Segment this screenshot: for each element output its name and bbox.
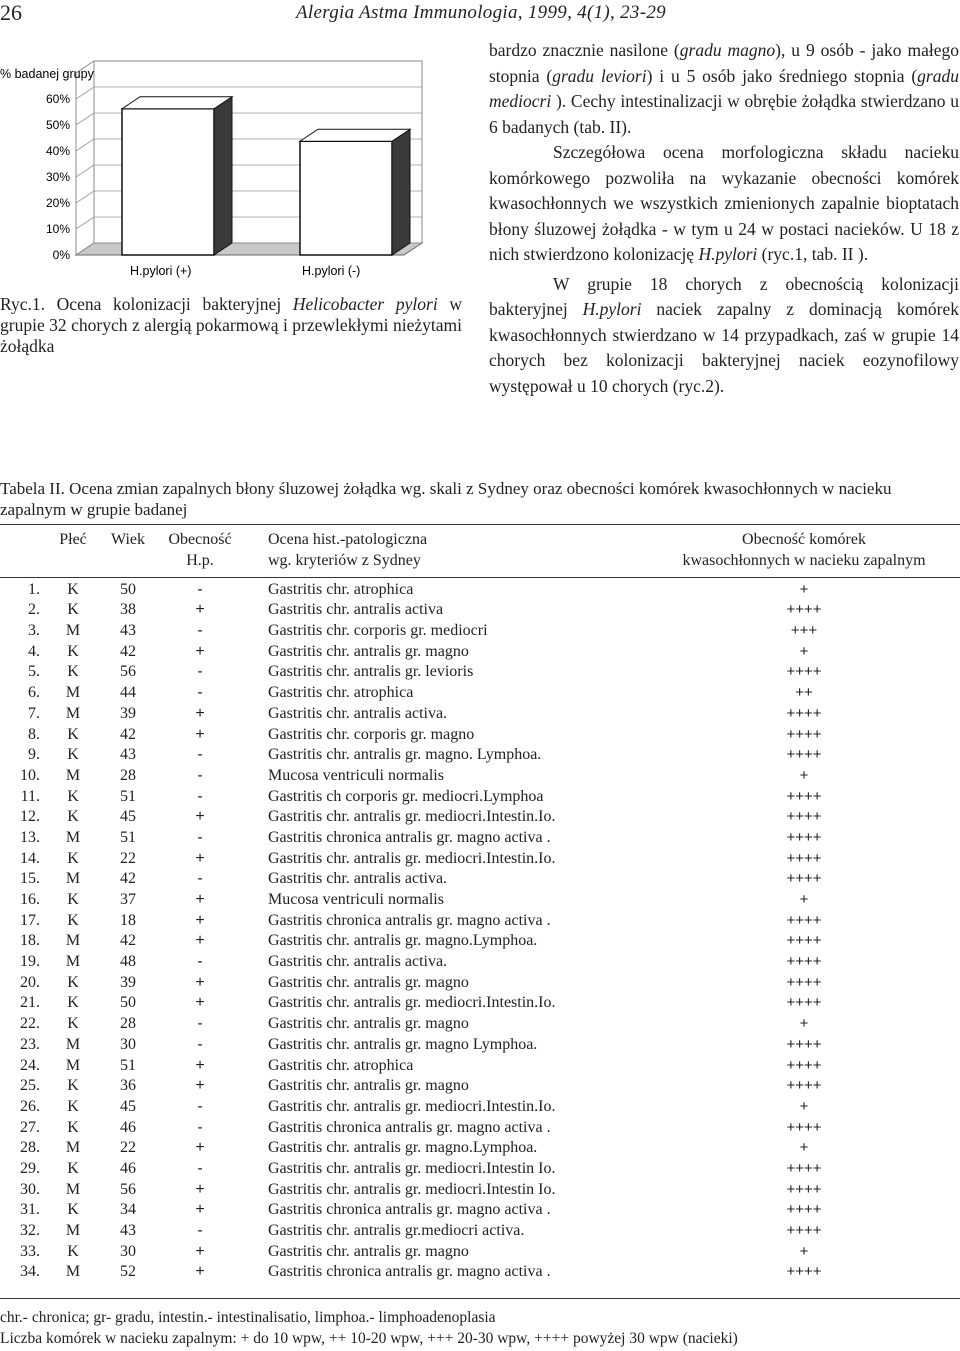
row-age: 42 bbox=[120, 870, 136, 888]
row-number: 12. bbox=[20, 808, 40, 826]
table-row bbox=[0, 571, 960, 600]
chart-category-label: H.pylori (-) bbox=[302, 264, 361, 278]
row-histology: Gastritis chr. antralis gr. mediocri.Intestin Io. bbox=[268, 1159, 556, 1177]
chart-bar-top bbox=[300, 129, 410, 141]
row-eosinophils: ++++ bbox=[786, 1263, 822, 1281]
row-eosinophils: ++++ bbox=[786, 1056, 822, 1074]
row-eosinophils: ++++ bbox=[786, 911, 822, 929]
row-eosinophils: ++++ bbox=[786, 849, 822, 867]
row-eosinophils: + bbox=[799, 1097, 809, 1115]
body-text-column bbox=[489, 38, 959, 399]
chart-y-tick-label: 60% bbox=[45, 92, 70, 106]
row-histology: Gastritis chr. antralis gr. mediocri.Intestin.Io. bbox=[268, 1097, 556, 1115]
row-hp: + bbox=[195, 642, 205, 660]
row-number: 34. bbox=[20, 1263, 40, 1281]
table-row bbox=[0, 952, 960, 973]
row-hp: - bbox=[197, 953, 203, 971]
row-histology: Gastritis chr. antralis gr. magno bbox=[268, 642, 469, 660]
row-hp: - bbox=[197, 746, 203, 764]
row-age: 39 bbox=[120, 704, 136, 722]
caption-species: Helicobacter pylori bbox=[292, 294, 438, 314]
row-hp: - bbox=[197, 787, 203, 805]
table-row bbox=[0, 1035, 960, 1056]
row-number: 26. bbox=[20, 1097, 40, 1115]
row-eosinophils: ++++ bbox=[786, 1159, 822, 1177]
chart-category-label: H.pylori (+) bbox=[130, 264, 192, 278]
row-number: 16. bbox=[20, 891, 40, 909]
row-hp: - bbox=[197, 766, 203, 784]
row-hp: + bbox=[195, 994, 205, 1012]
row-histology: Gastritis chr. antralis gr. magno. Lymphoa. bbox=[268, 746, 542, 764]
header-sex: Płeć bbox=[59, 531, 87, 549]
row-eosinophils: ++++ bbox=[786, 994, 822, 1012]
row-eosinophils: ++++ bbox=[786, 953, 822, 971]
row-age: 51 bbox=[120, 787, 136, 805]
figure-1-chart bbox=[0, 58, 460, 288]
row-number: 30. bbox=[20, 1180, 40, 1198]
row-hp: + bbox=[195, 1077, 205, 1095]
row-number: 19. bbox=[20, 953, 40, 971]
row-age: 45 bbox=[120, 1097, 136, 1115]
row-eosinophils: ++++ bbox=[786, 746, 822, 764]
row-age: 50 bbox=[120, 994, 136, 1012]
table-footnote-legend: Liczba komórek w nacieku zapalnym: + do 10 wpw, ++ 10-20 wpw, +++ 20-30 wpw, ++++ powyżej 30 wpw (nacieki) bbox=[0, 1330, 738, 1347]
row-histology: Gastritis chronica antralis gr. magno activa . bbox=[268, 1263, 551, 1281]
row-sex: M bbox=[65, 1056, 81, 1074]
row-histology: Gastritis chronica antralis gr. magno activa . bbox=[268, 1201, 551, 1219]
row-age: 42 bbox=[120, 642, 136, 660]
row-age: 36 bbox=[120, 1077, 136, 1095]
row-eosinophils: ++++ bbox=[786, 870, 822, 888]
table-row bbox=[0, 641, 960, 662]
row-sex: K bbox=[67, 973, 79, 991]
table-row bbox=[0, 683, 960, 704]
row-sex: K bbox=[67, 891, 79, 909]
row-sex: K bbox=[67, 1097, 79, 1115]
row-hp: + bbox=[195, 704, 205, 722]
row-eosinophils: + bbox=[799, 580, 809, 598]
row-age: 42 bbox=[120, 725, 136, 743]
row-number: 20. bbox=[20, 973, 40, 991]
table-row bbox=[0, 1262, 960, 1283]
row-hp: + bbox=[195, 911, 205, 929]
row-sex: K bbox=[67, 1118, 79, 1136]
row-number: 25. bbox=[20, 1077, 40, 1095]
table-row bbox=[0, 1076, 960, 1097]
row-histology: Gastritis chr. antralis gr. mediocri.Intestin Io. bbox=[268, 1180, 556, 1198]
table-footnote-abbreviations: chr.- chronica; gr- gradu, intestin.- intestinalisatio, limphoa.- limphoadenoplasia bbox=[0, 1309, 496, 1326]
row-histology: Gastritis chr. antralis gr. mediocri.Intestin.Io. bbox=[268, 808, 556, 826]
row-age: 56 bbox=[120, 663, 136, 681]
table-row bbox=[0, 704, 960, 725]
table-row bbox=[0, 993, 960, 1014]
figure-caption bbox=[0, 294, 462, 357]
row-age: 50 bbox=[120, 580, 136, 598]
row-age: 43 bbox=[120, 622, 136, 640]
row-age: 56 bbox=[120, 1180, 136, 1198]
row-hp: - bbox=[197, 1097, 203, 1115]
row-number: 10. bbox=[20, 766, 40, 784]
row-hp: - bbox=[197, 622, 203, 640]
row-number: 21. bbox=[20, 994, 40, 1012]
row-eosinophils: ++++ bbox=[786, 828, 822, 846]
chart-y-tick-label: 10% bbox=[45, 222, 70, 236]
table-2 bbox=[0, 530, 960, 1283]
row-number: 1. bbox=[28, 580, 40, 598]
table-row bbox=[0, 724, 960, 745]
table-row bbox=[0, 972, 960, 993]
row-age: 38 bbox=[120, 601, 136, 619]
row-eosinophils: ++++ bbox=[786, 1201, 822, 1219]
row-hp: - bbox=[197, 1035, 203, 1053]
table-row bbox=[0, 848, 960, 869]
row-eosinophils: +++ bbox=[790, 622, 818, 640]
row-age: 46 bbox=[120, 1118, 136, 1136]
row-hp: + bbox=[195, 932, 205, 950]
row-eosinophils: ++++ bbox=[786, 1077, 822, 1095]
row-hp: + bbox=[195, 1242, 205, 1260]
chart-y-tick-label: 50% bbox=[45, 118, 70, 132]
row-age: 30 bbox=[120, 1035, 136, 1053]
row-hp: + bbox=[195, 725, 205, 743]
row-number: 13. bbox=[20, 828, 40, 846]
row-age: 51 bbox=[120, 1056, 136, 1074]
table-row bbox=[0, 1179, 960, 1200]
table-row bbox=[0, 745, 960, 766]
row-age: 28 bbox=[120, 1015, 136, 1033]
row-sex: K bbox=[67, 1077, 79, 1095]
table-row bbox=[0, 1138, 960, 1159]
row-histology: Gastritis chr. antralis gr. magno.Lymphoa. bbox=[268, 932, 538, 950]
row-age: 34 bbox=[120, 1201, 136, 1219]
row-histology: Gastritis chr. antralis activa bbox=[268, 601, 444, 619]
chart-bar-top bbox=[122, 97, 232, 109]
table-header-row-2 bbox=[0, 551, 960, 572]
table-row bbox=[0, 931, 960, 952]
row-histology: Gastritis chr. antralis gr. magno bbox=[268, 1015, 469, 1033]
row-age: 42 bbox=[120, 932, 136, 950]
row-sex: M bbox=[65, 1139, 81, 1157]
chart-y-tick-label: 30% bbox=[45, 170, 70, 184]
chart-bar-side bbox=[392, 129, 410, 255]
row-age: 37 bbox=[120, 891, 136, 909]
row-number: 22. bbox=[20, 1015, 40, 1033]
row-sex: K bbox=[67, 1242, 79, 1260]
row-number: 32. bbox=[20, 1222, 40, 1240]
row-sex: M bbox=[65, 1263, 81, 1281]
chart-bar bbox=[122, 109, 214, 255]
row-number: 11. bbox=[20, 787, 40, 805]
row-hp: - bbox=[197, 870, 203, 888]
row-age: 44 bbox=[120, 684, 136, 702]
row-sex: K bbox=[67, 1015, 79, 1033]
row-sex: K bbox=[67, 787, 79, 805]
table-row bbox=[0, 1200, 960, 1221]
row-histology: Mucosa ventriculi normalis bbox=[268, 766, 444, 784]
table-row bbox=[0, 621, 960, 642]
row-sex: K bbox=[67, 994, 79, 1012]
row-histology: Gastritis chr. corporis gr. magno bbox=[268, 725, 475, 743]
row-sex: M bbox=[65, 704, 81, 722]
row-eosinophils: + bbox=[799, 1242, 809, 1260]
paragraph-1: bardzo znacznie nasilone (gradu magno), u 9 osób - jako małego stopnia (gradu leviori) i u 5 osób jako średniego stopnia (gradu mediocri ). Cechy intestinalizacji w obrębie żołądka stwierdzano u 6 badanych (tab. II). bbox=[489, 40, 959, 137]
row-hp: - bbox=[197, 1015, 203, 1033]
row-number: 4. bbox=[28, 642, 40, 660]
table-row bbox=[0, 869, 960, 890]
row-sex: M bbox=[65, 1222, 81, 1240]
row-eosinophils: + bbox=[799, 766, 809, 784]
header-age: Wiek bbox=[110, 531, 145, 549]
row-histology: Gastritis chr. atrophica bbox=[268, 1056, 414, 1074]
table-row bbox=[0, 890, 960, 911]
row-sex: M bbox=[65, 684, 81, 702]
chart-bar bbox=[300, 141, 392, 255]
row-eosinophils: ++++ bbox=[786, 808, 822, 826]
row-eosinophils: ++++ bbox=[786, 704, 822, 722]
row-sex: K bbox=[67, 746, 79, 764]
row-number: 27. bbox=[20, 1118, 40, 1136]
chart-y-tick-label: 40% bbox=[45, 144, 70, 158]
row-histology: Gastritis chr. atrophica bbox=[268, 580, 414, 598]
row-age: 52 bbox=[120, 1263, 136, 1281]
journal-header: Alergia Astma Immunologia, 1999, 4(1), 23-29 bbox=[296, 2, 666, 23]
table-row bbox=[0, 766, 960, 787]
row-sex: K bbox=[67, 663, 79, 681]
table-row bbox=[0, 1117, 960, 1138]
row-hp: - bbox=[197, 684, 203, 702]
row-sex: M bbox=[65, 622, 81, 640]
row-eosinophils: ++ bbox=[795, 684, 813, 702]
row-hp: + bbox=[195, 891, 205, 909]
row-sex: K bbox=[67, 849, 79, 867]
row-age: 51 bbox=[120, 828, 136, 846]
row-hp: + bbox=[195, 1056, 205, 1074]
caption-text-end: w grupie 32 chorych z alergią pokarmową i przewlekłymi nieżytami żołądka bbox=[0, 294, 463, 356]
row-hp: + bbox=[195, 1263, 205, 1281]
row-number: 6. bbox=[28, 684, 40, 702]
row-number: 17. bbox=[20, 911, 40, 929]
row-eosinophils: ++++ bbox=[786, 1180, 822, 1198]
header-hp-2: H.p. bbox=[186, 552, 214, 570]
table-row bbox=[0, 662, 960, 683]
table-bottom-rule bbox=[0, 1298, 960, 1299]
row-age: 39 bbox=[120, 973, 136, 991]
table-header-rule bbox=[0, 577, 960, 578]
row-eosinophils: ++++ bbox=[786, 973, 822, 991]
row-sex: M bbox=[65, 828, 81, 846]
header-eos: Obecność komórek bbox=[742, 531, 866, 549]
table-row bbox=[0, 910, 960, 931]
table-row bbox=[0, 1097, 960, 1118]
table-row bbox=[0, 786, 960, 807]
row-sex: M bbox=[65, 1180, 81, 1198]
row-age: 28 bbox=[120, 766, 136, 784]
row-sex: K bbox=[67, 1159, 79, 1177]
table-row bbox=[0, 1014, 960, 1035]
table-row bbox=[0, 1055, 960, 1076]
chart-y-tick-label: 0% bbox=[52, 248, 70, 262]
row-histology: Gastritis chronica antralis gr. magno activa . bbox=[268, 828, 551, 846]
row-sex: K bbox=[67, 808, 79, 826]
row-sex: K bbox=[67, 725, 79, 743]
row-hp: + bbox=[195, 1201, 205, 1219]
row-hp: + bbox=[195, 973, 205, 991]
row-sex: M bbox=[65, 766, 81, 784]
row-histology: Gastritis chronica antralis gr. magno activa . bbox=[268, 1118, 551, 1136]
row-age: 22 bbox=[120, 1139, 136, 1157]
table-row bbox=[0, 807, 960, 828]
row-eosinophils: + bbox=[799, 642, 809, 660]
table-row bbox=[0, 1241, 960, 1262]
row-age: 48 bbox=[120, 953, 136, 971]
chart-y-axis-label: % badanej grupy bbox=[0, 67, 94, 81]
row-hp: - bbox=[197, 663, 203, 681]
table-row bbox=[0, 1159, 960, 1180]
caption-label: Ryc.1. bbox=[0, 294, 45, 314]
row-histology: Gastritis chr. antralis activa. bbox=[268, 704, 448, 722]
row-number: 7. bbox=[28, 704, 40, 722]
chart-side-wall bbox=[76, 61, 94, 255]
row-eosinophils: + bbox=[799, 1015, 809, 1033]
caption-text: Ocena kolonizacji bakteryjnej bbox=[45, 294, 293, 314]
row-number: 33. bbox=[20, 1242, 40, 1260]
row-eosinophils: + bbox=[799, 891, 809, 909]
row-histology: Gastritis chr. antralis activa. bbox=[268, 953, 448, 971]
row-number: 29. bbox=[20, 1159, 40, 1177]
row-sex: K bbox=[67, 1201, 79, 1219]
row-age: 45 bbox=[120, 808, 136, 826]
row-sex: M bbox=[65, 1035, 81, 1053]
table-row bbox=[0, 1221, 960, 1242]
table-row bbox=[0, 600, 960, 621]
row-sex: K bbox=[67, 911, 79, 929]
row-number: 9. bbox=[28, 746, 40, 764]
row-histology: Gastritis chr. antralis gr.mediocri activa. bbox=[268, 1222, 525, 1240]
paragraph-2: Szczegółowa ocena morfologiczna składu nacieku komórkowego pozwoliła na wykazanie obecności komórek kwasochłonnych we wszystkich zmienionych zapalnie bioptatach błony śluzowej żołądka - w tym u 24 w postaci nacieków. U 18 z nich stwierdzono kolonizację H.pylori (ryc.1, tab. II ). bbox=[489, 142, 959, 264]
chart-category-labels bbox=[130, 264, 360, 278]
row-hp: - bbox=[197, 580, 203, 598]
row-hp: + bbox=[195, 808, 205, 826]
row-sex: M bbox=[65, 953, 81, 971]
row-hp: - bbox=[197, 1222, 203, 1240]
paragraph-3: W grupie 18 chorych z obecnością kolonizacji bakteryjnej H.pylori naciek zapalny z dominacją komórek kwasochłonnych stwierdzano w 14 przypadkach, zaś w grupie 14 chorych bez kolonizacji bakteryjnej naciek eozynofilowy występował u 10 chorych (ryc.2). bbox=[489, 273, 959, 396]
row-hp: - bbox=[197, 828, 203, 846]
row-eosinophils: + bbox=[799, 1139, 809, 1157]
row-sex: K bbox=[67, 580, 79, 598]
row-sex: M bbox=[65, 870, 81, 888]
header-eos-2: kwasochłonnych w nacieku zapalnym bbox=[682, 552, 926, 570]
row-histology: Gastritis chr. antralis gr. magno Lymphoa. bbox=[268, 1035, 538, 1053]
table-title: Tabela II. Ocena zmian zapalnych błony śluzowej żołądka wg. skali z Sydney oraz obecności komórek kwasochłonnych w nacieku zapalnym w grupie badanej bbox=[0, 479, 892, 519]
row-number: 14. bbox=[20, 849, 40, 867]
row-histology: Gastritis chr. antralis gr. magno bbox=[268, 973, 469, 991]
row-hp: + bbox=[195, 1180, 205, 1198]
row-histology: Gastritis chr. antralis activa. bbox=[268, 870, 448, 888]
row-histology: Gastritis chronica antralis gr. magno activa . bbox=[268, 911, 551, 929]
row-histology: Gastritis chr. antralis gr. magno bbox=[268, 1077, 469, 1095]
table-top-rule bbox=[0, 524, 960, 525]
row-number: 5. bbox=[28, 663, 40, 681]
page-number: 26 bbox=[0, 0, 22, 25]
header-hist: Ocena hist.-patologiczna bbox=[268, 531, 428, 549]
row-number: 23. bbox=[20, 1035, 40, 1053]
row-hp: + bbox=[195, 849, 205, 867]
row-eosinophils: ++++ bbox=[786, 932, 822, 950]
row-histology: Gastritis chr. antralis gr. mediocri.Intestin.Io. bbox=[268, 994, 556, 1012]
row-age: 30 bbox=[120, 1242, 136, 1260]
row-histology: Mucosa ventriculi normalis bbox=[268, 891, 444, 909]
row-histology: Gastritis chr. antralis gr. magno.Lymphoa. bbox=[268, 1139, 538, 1157]
row-histology: Gastritis chr. antralis gr. mediocri.Intestin.Io. bbox=[268, 849, 556, 867]
table-header-row-1 bbox=[0, 530, 960, 551]
row-histology: Gastritis chr. corporis gr. mediocri bbox=[268, 622, 488, 640]
row-age: 18 bbox=[120, 911, 136, 929]
row-hp: - bbox=[197, 1118, 203, 1136]
header-hp: Obecność bbox=[168, 531, 232, 549]
row-sex: M bbox=[65, 932, 81, 950]
row-number: 2. bbox=[28, 601, 40, 619]
row-number: 24. bbox=[20, 1056, 40, 1074]
chart-bar-side bbox=[214, 97, 232, 255]
row-hp: + bbox=[195, 601, 205, 619]
row-eosinophils: ++++ bbox=[786, 725, 822, 743]
chart-y-tick-label: 20% bbox=[45, 196, 70, 210]
row-eosinophils: ++++ bbox=[786, 1222, 822, 1240]
row-number: 8. bbox=[28, 725, 40, 743]
row-number: 15. bbox=[20, 870, 40, 888]
row-age: 43 bbox=[120, 746, 136, 764]
row-histology: Gastritis chr. antralis gr. magno bbox=[268, 1242, 469, 1260]
row-age: 46 bbox=[120, 1159, 136, 1177]
row-histology: Gastritis ch corporis gr. mediocri.Lymphoa bbox=[268, 787, 544, 805]
row-number: 3. bbox=[28, 622, 40, 640]
row-eosinophils: ++++ bbox=[786, 601, 822, 619]
row-sex: K bbox=[67, 601, 79, 619]
row-number: 28. bbox=[20, 1139, 40, 1157]
row-eosinophils: ++++ bbox=[786, 787, 822, 805]
row-eosinophils: ++++ bbox=[786, 663, 822, 681]
row-hp: - bbox=[197, 1159, 203, 1177]
row-age: 22 bbox=[120, 849, 136, 867]
row-eosinophils: ++++ bbox=[786, 1035, 822, 1053]
row-histology: Gastritis chr. atrophica bbox=[268, 684, 414, 702]
row-histology: Gastritis chr. antralis gr. levioris bbox=[268, 663, 474, 681]
row-age: 43 bbox=[120, 1222, 136, 1240]
row-number: 31. bbox=[20, 1201, 40, 1219]
row-hp: + bbox=[195, 1139, 205, 1157]
row-number: 18. bbox=[20, 932, 40, 950]
table-row bbox=[0, 828, 960, 849]
row-sex: K bbox=[67, 642, 79, 660]
header-hist-2: wg. kryteriów z Sydney bbox=[268, 552, 421, 570]
row-eosinophils: ++++ bbox=[786, 1118, 822, 1136]
